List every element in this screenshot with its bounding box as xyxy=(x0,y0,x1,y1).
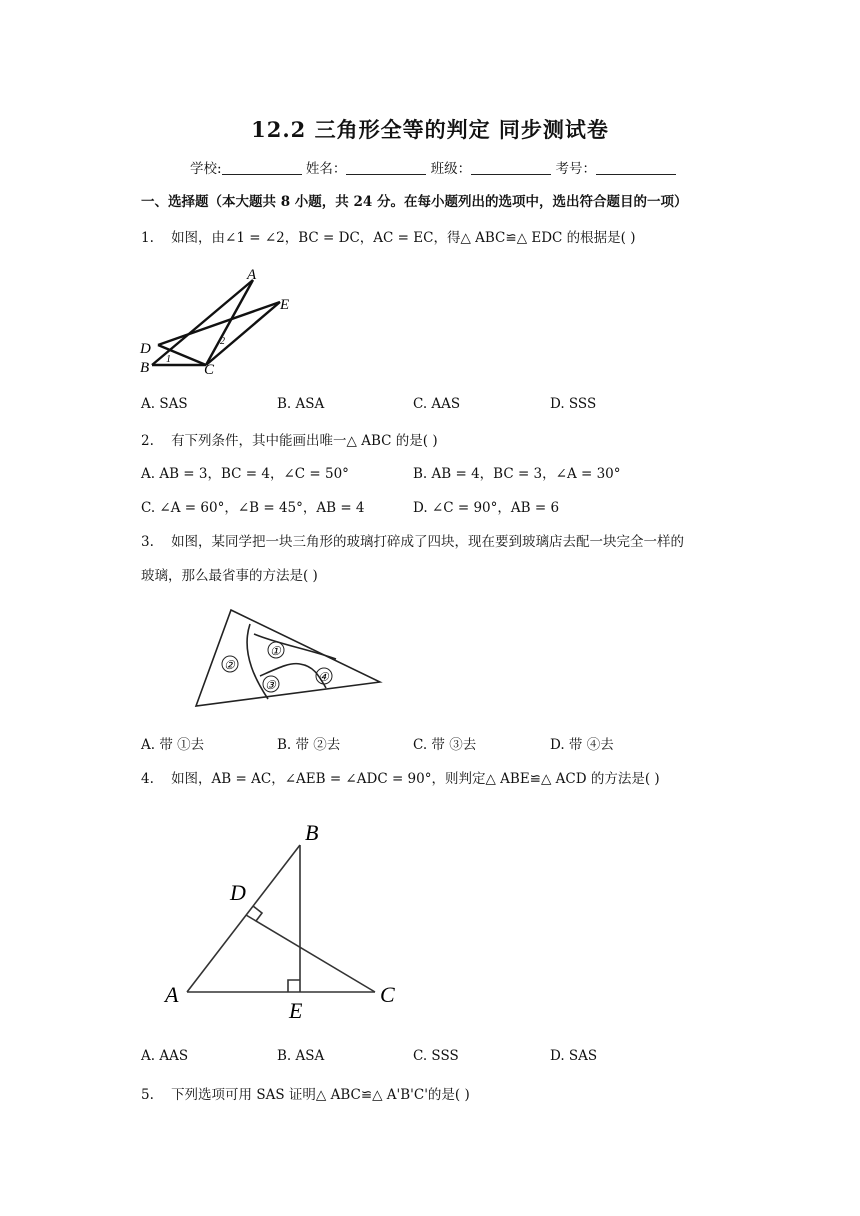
q1-option-c[interactable]: C. AAS xyxy=(413,396,461,412)
fig3-label-4: ④ xyxy=(318,670,329,684)
exam-no-blank[interactable] xyxy=(596,162,676,175)
fig1-label-2: 2 xyxy=(220,336,225,347)
q2-option-c[interactable]: C. ∠A = 60°，∠B = 45°，AB = 4 xyxy=(141,500,365,516)
fig3-label-3: ③ xyxy=(265,678,276,692)
fig1-label-1: 1 xyxy=(166,354,171,365)
question-number: 3. xyxy=(141,534,154,550)
q2-option-b[interactable]: B. AB = 4，BC = 3，∠A = 30° xyxy=(413,466,621,482)
question-3-figure-labels xyxy=(188,604,388,714)
section-heading: 一、选择题（本大题共 8 小题，共 24 分。在每小题列出的选项中，选出符合题目的一项） xyxy=(141,194,688,210)
student-info-line xyxy=(190,157,676,177)
fig4-label-D: D xyxy=(230,880,246,905)
q2-option-a[interactable]: A. AB = 3，BC = 4，∠C = 50° xyxy=(141,466,349,482)
question-text: 如图，某同学把一块三角形的玻璃打碎成了四块，现在要到玻璃店去配一块完全一样的 xyxy=(171,534,685,550)
q1-option-a[interactable]: A. SAS xyxy=(141,396,188,412)
class-label: 班级： xyxy=(430,161,472,177)
q3-option-c[interactable]: C. 带 ③去 xyxy=(413,737,477,753)
question-1 xyxy=(141,226,636,246)
q1-option-b[interactable]: B. ASA xyxy=(277,396,325,412)
q4-option-b[interactable]: B. ASA xyxy=(277,1048,325,1064)
q4-option-a[interactable]: A. AAS xyxy=(141,1048,189,1064)
q3-option-d[interactable]: D. 带 ④去 xyxy=(550,737,614,753)
question-text: 下列选项可用 SAS 证明△ ABC≌△ A'B'C'的是( ) xyxy=(171,1087,470,1103)
fig1-label-E: E xyxy=(280,297,290,313)
q3-option-b[interactable]: B. 带 ②去 xyxy=(277,737,341,753)
page-title: 12.2 三角形全等的判定 同步测试卷 xyxy=(251,117,609,142)
q4-option-c[interactable]: C. SSS xyxy=(413,1048,459,1064)
question-1-figure xyxy=(138,262,308,378)
fig1-label-D: D xyxy=(140,341,151,357)
fig3-label-2: ② xyxy=(224,658,235,672)
school-label: 学校: xyxy=(190,161,222,177)
name-label: 姓名： xyxy=(305,161,347,177)
question-number: 4. xyxy=(141,771,154,787)
q2-option-d[interactable]: D. ∠C = 90°，AB = 6 xyxy=(413,500,560,516)
fig1-label-C: C xyxy=(204,362,215,378)
fig1-label-B: B xyxy=(140,360,150,376)
question-5 xyxy=(141,1083,470,1103)
q3-option-a[interactable]: A. 带 ①去 xyxy=(141,737,205,753)
question-2 xyxy=(141,429,438,449)
fig4-label-A: A xyxy=(165,982,179,1007)
fig3-label-1: ① xyxy=(270,644,281,658)
fig4-label-B: B xyxy=(305,820,319,845)
question-text: 如图，由∠1 = ∠2，BC = DC，AC = EC，得△ ABC≌△ EDC 的根据是( ) xyxy=(171,230,636,246)
question-text: 有下列条件，其中能画出唯一△ ABC 的是( ) xyxy=(171,433,438,449)
q1-option-d[interactable]: D. SSS xyxy=(550,396,597,412)
question-3-line2: 玻璃，那么最省事的方法是( ) xyxy=(141,568,318,584)
question-number: 5. xyxy=(141,1087,154,1103)
school-blank[interactable] xyxy=(222,162,302,175)
name-blank[interactable] xyxy=(346,162,426,175)
fig4-label-E: E xyxy=(289,998,303,1023)
exam-no-label: 考号： xyxy=(555,161,596,177)
question-4 xyxy=(141,767,660,787)
q4-option-d[interactable]: D. SAS xyxy=(550,1048,598,1064)
question-text: 如图，AB = AC，∠AEB = ∠ADC = 90°，则判定△ ABE≌△ ACD 的方法是( ) xyxy=(171,771,660,787)
question-number: 2. xyxy=(141,433,154,449)
class-blank[interactable] xyxy=(471,162,551,175)
question-number: 1. xyxy=(141,230,154,246)
fig1-label-A: A xyxy=(247,267,257,283)
question-4-figure xyxy=(160,810,410,1030)
question-3 xyxy=(141,530,684,550)
fig4-label-C: C xyxy=(380,982,395,1007)
